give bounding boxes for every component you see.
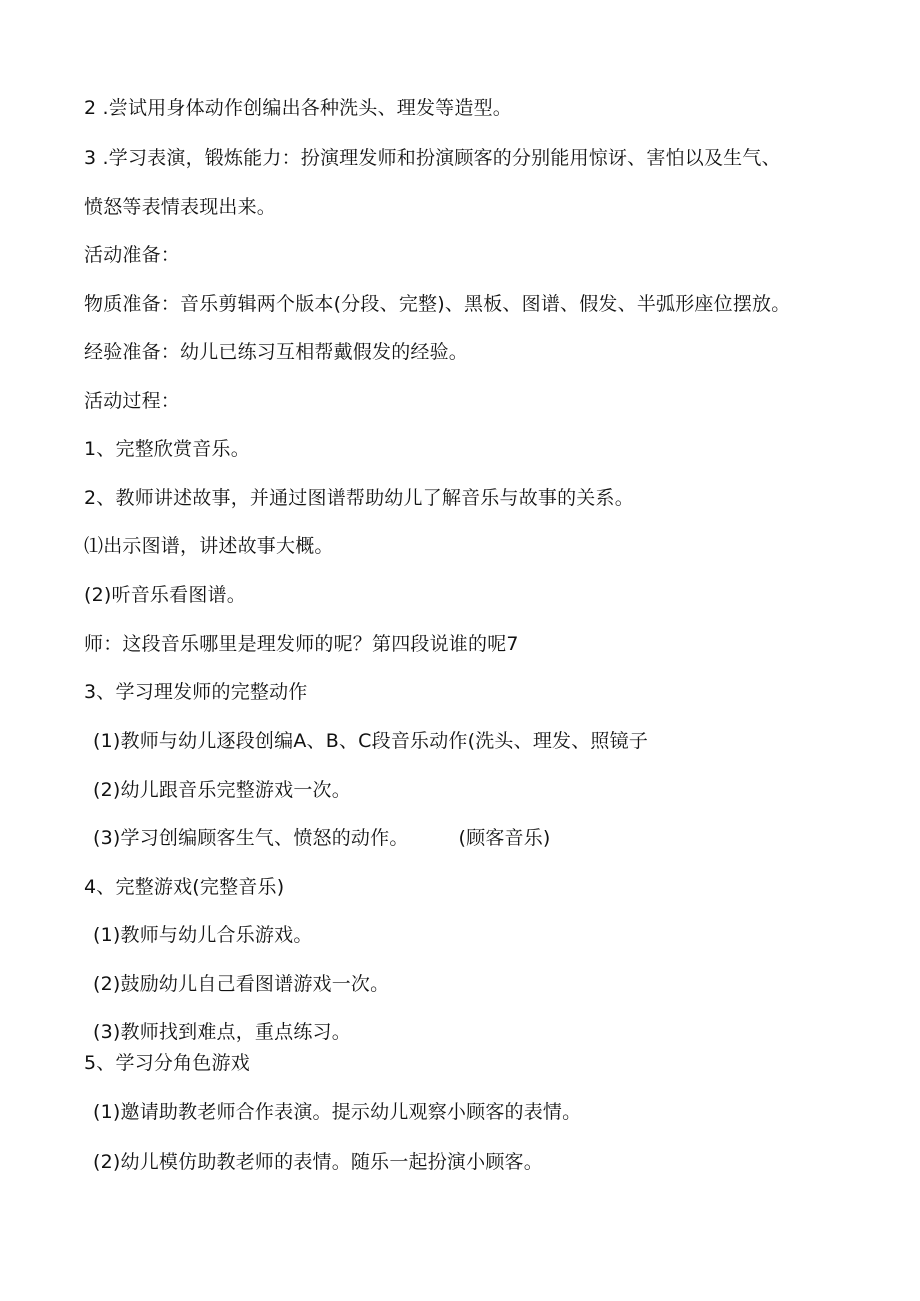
list-item: 4、完整游戏(完整音乐) [84, 876, 285, 898]
list-item: ⑴出示图谱，讲述故事大概。 [84, 535, 334, 557]
text-line: 2 .尝试用身体动作创编出各种洗头、理发等造型。 [84, 97, 512, 119]
list-item: (2)鼓励幼儿自己看图谱游戏一次。 [93, 973, 390, 995]
list-item-note: (顾客音乐) [458, 827, 551, 849]
text-line: 师：这段音乐哪里是理发师的呢？第四段说谁的呢7 [84, 633, 519, 655]
list-item: (3)教师找到难点，重点练习。 [93, 1021, 351, 1043]
list-item: (2)听音乐看图谱。 [84, 584, 246, 606]
list-item-text: (3)学习创编顾客生气、愤怒的动作。 [93, 827, 409, 849]
list-item: (2)幼儿跟音乐完整游戏一次。 [93, 779, 351, 801]
list-item: (1)教师与幼儿合乐游戏。 [93, 924, 313, 946]
text-line: 3 .学习表演，锻炼能力：扮演理发师和扮演顾客的分别能用惊讶、害怕以及生气、 [84, 147, 781, 169]
list-item: 3、学习理发师的完整动作 [84, 681, 308, 703]
list-item: 5、学习分角色游戏 [84, 1052, 250, 1074]
list-item: (1)教师与幼儿逐段创编A、B、C段音乐动作(洗头、理发、照镜子 [93, 730, 649, 752]
list-item: (1)邀请助教老师合作表演。提示幼儿观察小顾客的表情。 [93, 1101, 582, 1123]
list-item: 1、完整欣赏音乐。 [84, 438, 250, 460]
section-heading: 活动准备： [84, 244, 181, 266]
text-line: 物质准备：音乐剪辑两个版本(分段、完整)、黑板、图谱、假发、半弧形座位摆放。 [84, 293, 791, 315]
list-item: (2)幼儿模仿助教老师的表情。随乐一起扮演小顾客。 [93, 1151, 543, 1173]
list-item [93, 826, 551, 850]
list-item: 2、教师讲述故事，并通过图谱帮助幼儿了解音乐与故事的关系。 [84, 487, 634, 509]
section-heading: 活动过程： [84, 390, 181, 412]
text-line: 经验准备：幼儿已练习互相帮戴假发的经验。 [84, 341, 469, 363]
text-line: 愤怒等表情表现出来。 [84, 196, 277, 218]
